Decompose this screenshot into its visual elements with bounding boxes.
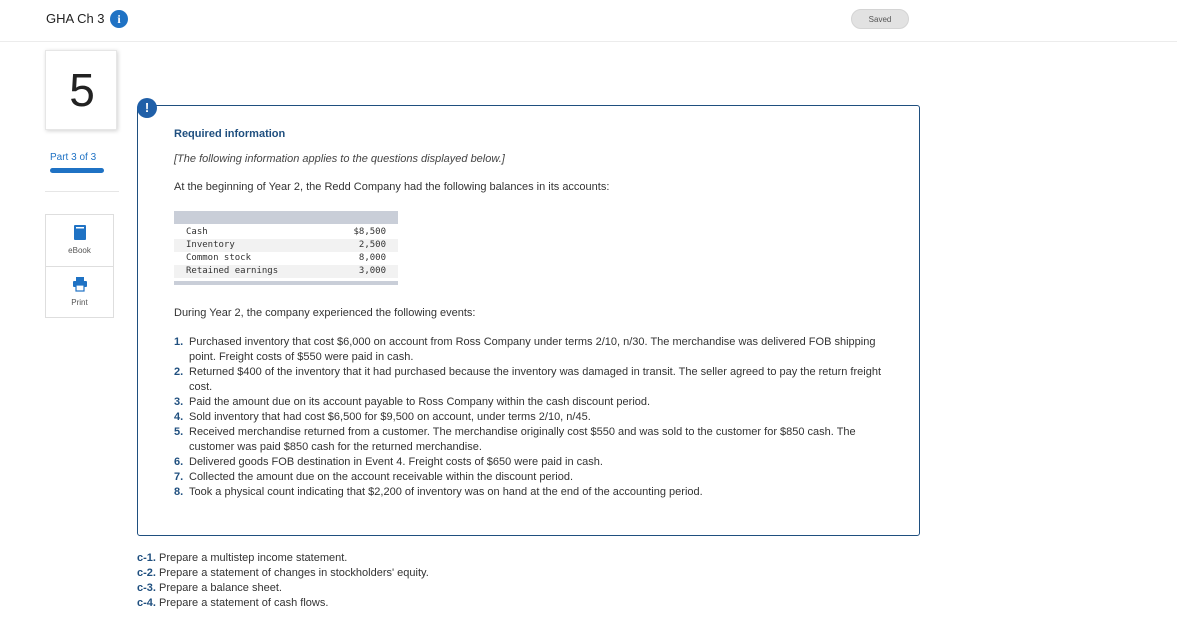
list-item [174,395,886,410]
tools-panel [45,214,114,318]
task-list [137,551,429,611]
event-text: Returned $400 of the inventory that it had purchased because the inventory was damaged in transit. The seller agreed to pay the return freight cost. [189,366,882,393]
info-icon[interactable]: i [110,10,128,28]
sidebar-divider [45,191,119,192]
event-text: Purchased inventory that cost $6,000 on account from Ross Company under terms 2/10, n/30. The merchandise was delivered FOB shipping point. Freight costs of $550 were paid in cash. [189,336,876,363]
list-item [174,485,886,500]
task-text: Prepare a statement of changes in stockholders' equity. [159,567,429,579]
panel-note: [The following information applies to the questions displayed below.] [174,153,505,165]
list-item [137,551,429,566]
event-number: 3. [174,396,184,408]
balances-table [174,211,398,285]
alert-icon: ! [137,98,157,118]
task-text: Prepare a balance sheet. [159,582,282,594]
table-row [174,239,398,252]
event-text: Received merchandise returned from a customer. The merchandise originally cost $550 and was sold to the customer for $850 cash. The customer was paid $850 cash for the returned merchandise. [189,426,856,453]
required-information-panel [137,105,920,536]
task-text: Prepare a statement of cash flows. [159,597,329,609]
question-number-card [45,50,117,130]
event-text: Collected the amount due on the account receivable within the discount period. [189,471,574,483]
print-button[interactable] [46,267,113,318]
list-item [174,470,886,485]
account-name: Inventory [186,240,235,250]
event-number: 7. [174,471,184,483]
list-item [137,581,429,596]
events-intro: During Year 2, the company experienced the following events: [174,307,476,319]
question-number: 5 [69,64,95,116]
account-name: Common stock [186,253,252,263]
part-progress-bar [50,168,104,173]
list-item [137,566,429,581]
task-id: c-1. [137,552,156,564]
event-number: 4. [174,411,184,423]
balances-table-header [174,211,398,224]
account-amount: 3,000 [358,266,386,276]
event-number: 5. [174,426,184,438]
event-text: Delivered goods FOB destination in Event 4. Freight costs of $650 were paid in cash. [189,456,603,468]
ebook-button[interactable] [46,215,113,267]
table-row [174,265,398,278]
table-row [174,252,398,265]
event-text: Sold inventory that had cost $6,500 for $9,500 on account, under terms 2/10, n/45. [189,411,591,423]
list-item [174,335,886,365]
task-text: Prepare a multistep income statement. [159,552,348,564]
list-item [174,455,886,470]
list-item [174,410,886,425]
event-number: 6. [174,456,184,468]
list-item [174,365,886,395]
print-label: Print [71,298,88,307]
balances-intro: At the beginning of Year 2, the Redd Company had the following balances in its accounts: [174,181,610,193]
events-list [174,335,886,500]
event-text: Paid the amount due on its account payable to Ross Company within the cash discount period. [189,396,651,408]
event-number: 8. [174,486,184,498]
printer-icon [72,276,88,292]
account-amount: 2,500 [358,240,386,250]
account-amount: 8,000 [358,253,386,263]
task-id: c-2. [137,567,156,579]
event-number: 2. [174,366,184,378]
task-id: c-4. [137,597,156,609]
event-number: 1. [174,336,184,348]
task-id: c-3. [137,582,156,594]
account-amount: $8,500 [353,227,386,237]
account-name: Retained earnings [186,266,279,276]
ebook-label: eBook [68,246,91,255]
list-item [174,425,886,455]
balances-table-body [174,224,398,281]
event-text: Took a physical count indicating that $2,200 of inventory was on hand at the end of the accounting period. [189,486,703,498]
part-label: Part 3 of 3 [50,152,97,163]
list-item [137,596,429,611]
assignment-title: GHA Ch 3 [46,11,105,26]
balances-table-footer [174,281,398,285]
top-bar [0,0,1177,42]
book-icon [73,224,87,241]
saved-status: Saved [851,9,909,29]
panel-heading: Required information [174,128,286,140]
account-name: Cash [186,227,208,237]
table-row [174,226,398,239]
